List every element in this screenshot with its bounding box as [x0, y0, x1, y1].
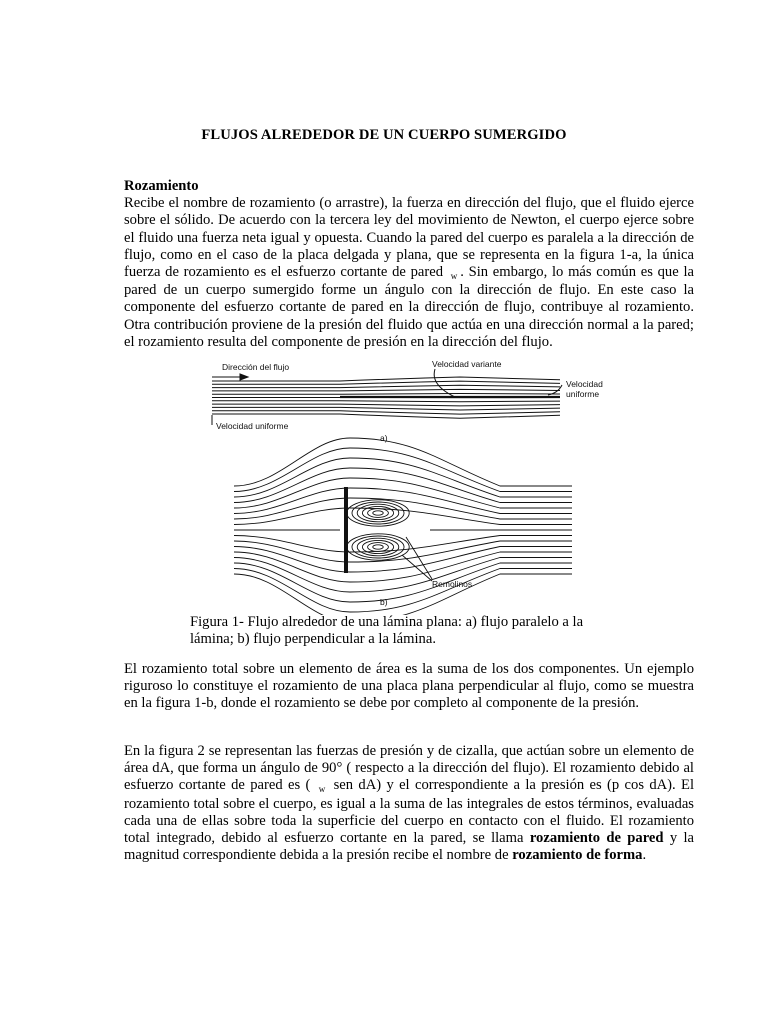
paragraph-text: sen dA) y el correspondiente a la presión es (p cos dA). El rozamiento total sobre el cuerpo, es igual a la suma de las integrales de estos términos, evaluadas cada una de ellas sobre toda la superficie del cuerpo en contacto con el fluido. El rozamiento total integrado, debido al esfuerzo cortante en la pared, se llama [124, 777, 695, 847]
streamline [234, 438, 572, 486]
leader-line [434, 369, 455, 397]
term-rozamiento-de-pared: rozamiento de pared [529, 830, 664, 847]
paragraph-rozamiento [124, 178, 694, 351]
label-uniform-velocity-right-2: uniforme [566, 389, 600, 399]
section-heading: Rozamiento [124, 178, 199, 194]
eddy-ring [368, 543, 389, 552]
streamline [212, 407, 560, 410]
streamline [234, 569, 572, 613]
paragraph-3 [124, 743, 694, 864]
streamline [212, 385, 560, 387]
paragraph-text: . [642, 847, 647, 864]
label-flow-direction: Dirección del flujo [222, 362, 290, 372]
paragraph-text: . Sin embargo, lo más común es que la pared de un cuerpo sumergido forme un ángulo con la dirección de flujo. En este caso la componente del esfuerzo cortante de pared en la dirección de flujo, contribuye al rozamiento. Otra contribución proviene de la presión del fluido que actúa en una dirección normal a la pared; el rozamiento resulta del componente de presión en la dirección del flujo. [124, 264, 694, 350]
eddy-ring [373, 545, 383, 549]
label-uniform-velocity-left: Velocidad uniforme [216, 421, 289, 431]
streamline [212, 381, 560, 384]
eddy-ring [352, 502, 404, 524]
flow-diagram [200, 355, 620, 615]
streamline [212, 401, 560, 402]
streamline [212, 414, 560, 418]
eddy-ring [352, 536, 404, 558]
eddy-ring [368, 509, 389, 518]
label-eddies: Remolinos [432, 579, 473, 589]
figure-caption: Figura 1- Flujo alrededor de una lámina plana: a) flujo paralelo a la lámina; b) flujo perpendicular a la lámina. [190, 614, 584, 648]
streamline [212, 377, 560, 381]
streamline [234, 448, 572, 492]
paragraph-2: El rozamiento total sobre un elemento de área es la suma de los dos componentes. Un ejemplo riguroso lo constituye el rozamiento de una placa plana perpendicular al flujo, como se muestra en la figura 1-b, donde el rozamiento se debe por completo al componente de la presión. [124, 661, 694, 712]
streamline [212, 389, 560, 391]
label-variable-velocity: Velocidad variante [432, 359, 502, 369]
label-uniform-velocity-right: Velocidad [566, 379, 603, 389]
perpendicular-flow-diagram [234, 438, 572, 615]
streamline [234, 574, 572, 615]
subscript-w: w [450, 271, 458, 282]
document-title: FLUJOS ALREDEDOR DE UN CUERPO SUMERGIDO [201, 127, 567, 143]
paragraph-text: y la magnitud correspondiente debida a la presión recibe el nombre de [124, 830, 694, 864]
eddy-ring [373, 511, 383, 515]
paragraph-text: En la figura 2 se representan las fuerzas de presión y de cizalla, que actúan sobre un elemento de área dA, que forma un ángulo de 90° ( respecto a la dirección del flujo). El rozamiento debido al esfuerzo cortante de pared es ( [124, 743, 694, 794]
streamline [212, 394, 560, 395]
paragraph-text: Recibe el nombre de rozamiento (o arrastre), la fuerza en dirección del flujo, que el fluido ejerce sobre el sólido. De acuerdo con la tercera ley del movimiento de Newton, el cuerpo ejerce sobre el fluido una fuerza neta igual y opuesta. Cuando la pared del cuerpo es paralela a la dirección de flujo, como en el caso de la placa delgada y plana, que se representa en la figura 1-a, la única fuerza de rozamiento es el esfuerzo cortante de pared [124, 195, 694, 281]
label-part-b: b) [380, 597, 388, 607]
label-part-a: a) [380, 433, 388, 443]
arrow-head [240, 374, 248, 380]
figure-1 [200, 355, 620, 615]
term-rozamiento-de-forma: rozamiento de forma [512, 847, 643, 864]
subscript-w: w [318, 784, 326, 795]
parallel-flow-diagram [212, 369, 562, 425]
streamline [212, 404, 560, 406]
